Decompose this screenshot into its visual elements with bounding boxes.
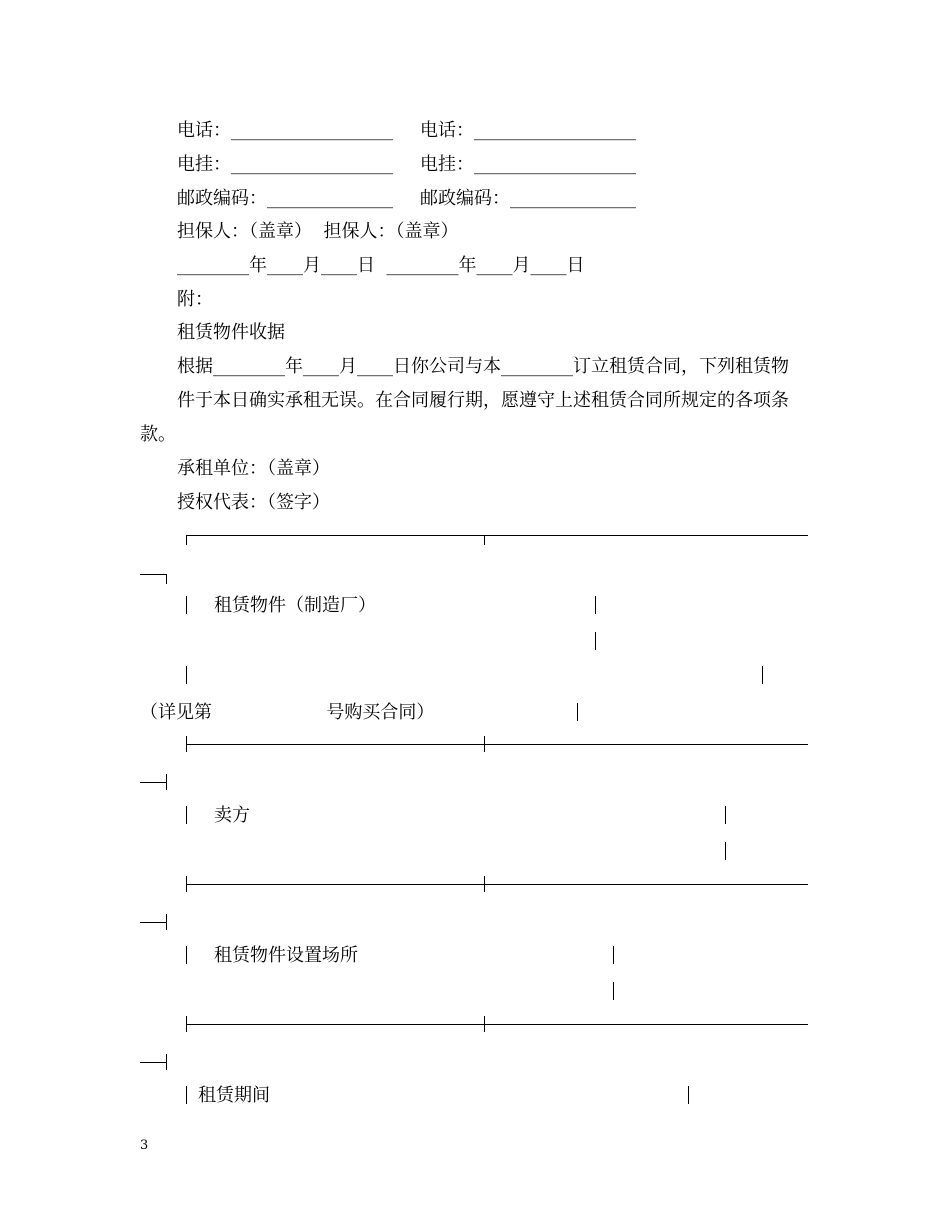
table-vbar [186,666,187,684]
table-tee-right [166,914,167,930]
table-vbar [595,596,596,614]
receipt-body-line-2: 件于本日确实承租无误。在合同履行期，愿遵守上述租赁合同所规定的各项条 [177,390,789,411]
table-vbar [186,596,187,614]
table-corner-tr [166,574,167,584]
page-number: 3 [140,1138,149,1153]
table-tee-right [166,774,167,790]
receipt-title: 租赁物件收据 [177,322,285,343]
table-vbar [186,806,187,824]
table-vbar [577,703,578,721]
table-tee-left [186,736,187,752]
table-cross [484,1016,485,1032]
postcode-field-2: 邮政编码：______________ [420,188,636,209]
table-wrap-border [140,1062,166,1063]
row-label-lease-period: 租赁期间 [198,1085,270,1106]
table-vbar [725,842,726,860]
table-vbar [186,1086,187,1104]
table-tee-left [186,1016,187,1032]
table-vbar [688,1086,689,1104]
receipt-body-line-3: 款。 [140,424,176,445]
row-label-leased-item: 租赁物件（制造厂） [214,595,376,616]
table-top-border [186,535,808,536]
table-cross [484,736,485,752]
authorized-rep-line: 授权代表：（签字） [177,492,330,513]
table-vbar [613,982,614,1000]
postcode-field-1: 邮政编码：______________ [177,188,393,209]
lessee-unit-line: 承租单位：（盖章） [177,458,330,479]
row-label-installation-site: 租赁物件设置场所 [214,945,358,966]
table-vbar [595,632,596,650]
table-corner-tl [186,535,187,545]
tel-field-2: 电话：__________________ [420,120,636,141]
table-row-separator [186,1024,808,1025]
table-vbar [186,946,187,964]
table-wrap-border [140,574,166,575]
row-label-seller: 卖方 [214,805,250,826]
row-note-purchase-contract: （详见第 号购买合同） [140,702,435,723]
table-row-separator [186,744,808,745]
table-wrap-border [140,782,166,783]
date-line: ________年____月____日 ________年____月____日 [177,255,585,276]
table-row-separator [186,884,808,885]
table-tee-right [166,1054,167,1070]
table-vbar [725,806,726,824]
telex-field-2: 电挂：__________________ [420,154,636,175]
tel-field-1: 电话：__________________ [177,120,393,141]
table-wrap-border [140,922,166,923]
receipt-body-line-1: 根据________年____月____日你公司与本________订立租赁合同，下列租赁物 [177,356,789,377]
appendix-label: 附： [177,289,213,310]
table-tee-top [484,535,485,545]
guarantor-seal-line: 担保人：（盖章） 担保人：（盖章） [177,221,459,242]
table-vbar [762,666,763,684]
table-tee-left [186,876,187,892]
telex-field-1: 电挂：__________________ [177,154,393,175]
table-vbar [613,946,614,964]
table-cross [484,876,485,892]
